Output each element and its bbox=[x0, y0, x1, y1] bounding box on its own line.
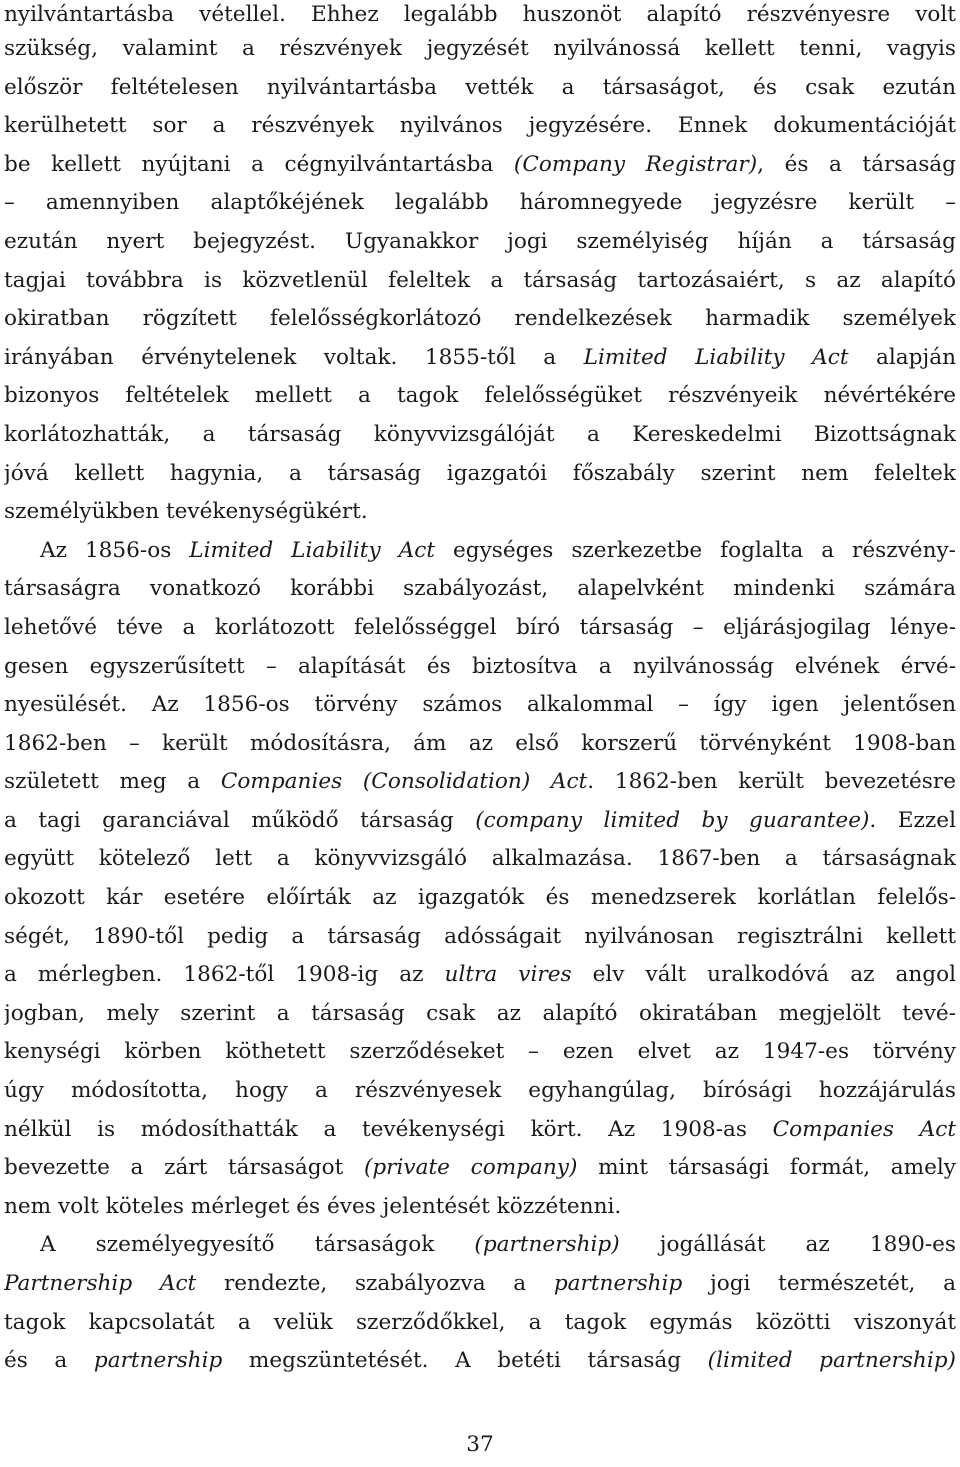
italic-text: Companies (Consolidation) Act bbox=[220, 769, 588, 795]
text-line bbox=[4, 493, 956, 532]
text-line bbox=[4, 0, 956, 30]
text-segment: nélkül is módosíthatták a tevékenységi kört. Az 1908-as bbox=[4, 1116, 773, 1142]
text-segment: jóvá kellett hagynia, a társaság igazgatói főszabály szerint nem feleltek bbox=[4, 460, 956, 486]
text-segment: alapján bbox=[848, 344, 956, 370]
text-segment: okozott kár esetére előírták az igazgatók és menedzserek korlátlan felelős- bbox=[4, 885, 956, 911]
text-segment: kenységi körben köthetett szerződéseket – ezen elvet az 1947-es törvény bbox=[4, 1039, 956, 1065]
text-line bbox=[4, 802, 956, 841]
text-segment: és a bbox=[4, 1348, 94, 1374]
text-segment: – amennyiben alaptőkéjének legalább háromnegyede jegyzésre került – bbox=[4, 190, 956, 216]
text-line bbox=[4, 146, 956, 185]
text-line bbox=[4, 455, 956, 494]
text-segment: 1862-ben – került módosításra, ám az első korszerű törvényként 1908-ban bbox=[4, 730, 956, 756]
italic-text: ultra vires bbox=[444, 962, 572, 988]
italic-text: Partnership Act bbox=[4, 1271, 197, 1296]
text-segment: született meg a bbox=[4, 769, 221, 795]
text-segment: személyükben tevékenységükért. bbox=[4, 499, 368, 525]
italic-text: (partnership) bbox=[474, 1232, 620, 1258]
text-line bbox=[4, 416, 956, 455]
text-line bbox=[4, 609, 956, 648]
text-line bbox=[4, 1111, 956, 1150]
text-line bbox=[4, 648, 956, 687]
text-segment: . 1862-ben került bevezetésre bbox=[587, 769, 956, 795]
text-line bbox=[4, 1265, 956, 1304]
text-line bbox=[4, 30, 956, 69]
text-segment: jogban, mely szerint a társaság csak az alapító okiratában megjelölt tevé- bbox=[4, 1000, 956, 1026]
text-line bbox=[4, 1072, 956, 1111]
text-line bbox=[4, 570, 956, 609]
text-segment: rendezte, szabályozva a bbox=[196, 1271, 554, 1296]
text-line bbox=[4, 879, 956, 918]
text-segment: irányában érvénytelenek voltak. 1855-től a bbox=[4, 344, 584, 370]
italic-text: partnership bbox=[553, 1271, 683, 1296]
text-line bbox=[4, 840, 956, 879]
text-segment: először feltételesen nyilvántartásba vették a társaságot, és csak ezután bbox=[4, 74, 956, 100]
text-segment: nem volt köteles mérleget és éves jelentését közzétenni. bbox=[4, 1193, 622, 1219]
italic-text: (private company) bbox=[363, 1155, 578, 1181]
text-line bbox=[4, 532, 956, 571]
text-segment: tagjai továbbra is közvetlenül feleltek a társaság tartozásaiért, s az alapító bbox=[4, 267, 956, 293]
page-number: 37 bbox=[466, 1432, 494, 1457]
text-line bbox=[4, 1304, 956, 1343]
text-line bbox=[4, 1226, 956, 1265]
body-text bbox=[4, 0, 956, 1381]
text-segment: . Ezzel bbox=[869, 807, 956, 833]
text-segment: okiratban rögzített felelősségkorlátozó rendelkezések harmadik személyek bbox=[4, 306, 956, 332]
text-segment: A személyegyesítő társaságok bbox=[40, 1232, 475, 1258]
text-line bbox=[4, 184, 956, 223]
text-segment: bizonyos feltételek mellett a tagok felelősségüket részvényeik névértékére bbox=[4, 383, 956, 409]
text-segment: tagok kapcsolatát a velük szerződőkkel, a tagok egymás közötti viszonyát bbox=[4, 1309, 956, 1335]
italic-text: Limited Liability Act bbox=[189, 537, 436, 563]
text-line bbox=[4, 377, 956, 416]
text-line bbox=[4, 918, 956, 957]
text-segment: jogi természetét, a bbox=[682, 1271, 956, 1296]
italic-text: (company limited by guarantee) bbox=[475, 807, 870, 833]
text-segment: gesen egyszerűsített – alapítását és biztosítva a nyilvánosság elvének érvé- bbox=[4, 653, 956, 679]
text-segment: társaságra vonatkozó korábbi szabályozást, alapelvként mindenki számára bbox=[4, 576, 956, 602]
text-segment: nyesülését. Az 1856-os törvény számos alkalommal – így igen jelentősen bbox=[4, 692, 956, 718]
text-line bbox=[4, 763, 956, 802]
text-segment: szükség, valamint a részvények jegyzését nyilvánossá kellett tenni, vagyis bbox=[4, 36, 956, 61]
text-segment: nyilvántartásba vétellel. Ehhez legalább huszonöt alapító részvényesre volt bbox=[4, 2, 956, 27]
text-segment: , és a társaság bbox=[757, 151, 956, 177]
italic-text: partnership bbox=[93, 1348, 223, 1374]
text-segment: ségét, 1890-től pedig a társaság adósságait nyilvánosan regisztrálni kellett bbox=[4, 923, 956, 949]
text-segment: mint társasági formát, amely bbox=[577, 1155, 956, 1181]
text-segment: a tagi garanciával működő társaság bbox=[4, 807, 476, 833]
italic-text: (limited partnership) bbox=[707, 1348, 956, 1374]
text-segment: lehetővé téve a korlátozott felelősséggel bíró társaság – eljárásjogilag lénye- bbox=[4, 614, 956, 640]
text-line bbox=[4, 995, 956, 1034]
text-segment: be kellett nyújtani a cégnyilvántartásba bbox=[4, 151, 514, 177]
text-segment: együtt kötelező lett a könyvvizsgáló alkalmazása. 1867-ben a társaságnak bbox=[4, 846, 956, 872]
text-segment: korlátozhatták, a társaság könyvvizsgálóját a Kereskedelmi Bizottságnak bbox=[4, 421, 956, 447]
italic-text: Companies Act bbox=[772, 1116, 956, 1142]
text-segment: Az 1856-os bbox=[40, 537, 190, 563]
text-line bbox=[4, 262, 956, 301]
text-line bbox=[4, 956, 956, 995]
text-segment: elv vált uralkodóvá az angol bbox=[571, 962, 956, 988]
text-segment: jogállását az 1890-es bbox=[619, 1232, 956, 1258]
text-segment: ezután nyert bejegyzést. Ugyanakkor jogi személyiség híján a társaság bbox=[4, 228, 956, 254]
italic-text: (Company Registrar) bbox=[513, 151, 758, 177]
text-line bbox=[4, 300, 956, 339]
text-line bbox=[4, 1342, 956, 1381]
text-line bbox=[4, 69, 956, 108]
text-line bbox=[4, 1033, 956, 1072]
text-line bbox=[4, 1149, 956, 1188]
text-line bbox=[4, 339, 956, 378]
text-segment: kerülhetett sor a részvények nyilvános jegyzésére. Ennek dokumentációját bbox=[4, 113, 956, 139]
text-line bbox=[4, 223, 956, 262]
text-segment: úgy módosította, hogy a részvényesek egyhangúlag, bírósági hozzájárulás bbox=[4, 1078, 956, 1104]
text-line bbox=[4, 686, 956, 725]
text-line bbox=[4, 107, 956, 146]
text-line bbox=[4, 725, 956, 764]
text-segment: a mérlegben. 1862-től 1908-ig az bbox=[4, 962, 445, 988]
text-segment: egységes szerkezetbe foglalta a részvény- bbox=[435, 537, 956, 563]
text-line bbox=[4, 1188, 956, 1227]
italic-text: Limited Liability Act bbox=[583, 344, 849, 370]
text-segment: megszüntetését. A betéti társaság bbox=[222, 1348, 708, 1374]
text-segment: bevezette a zárt társaságot bbox=[4, 1155, 364, 1181]
